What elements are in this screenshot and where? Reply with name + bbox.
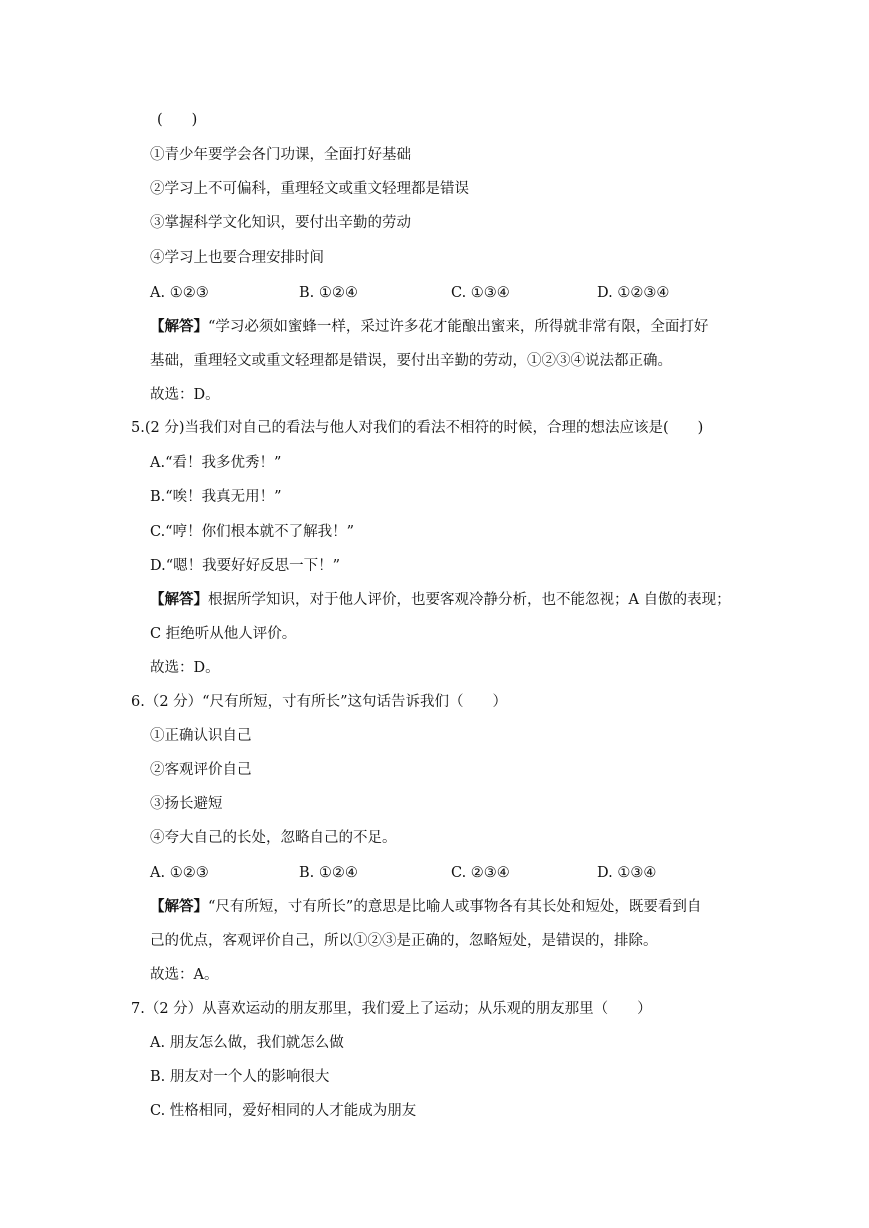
q6-item-2: ②客观评价自己 [150, 762, 252, 778]
q5-answer-label: 【解答】 [150, 591, 208, 608]
q6-option-c: C. ②③④ [451, 865, 510, 881]
q5-option-c: C.“哼！你们根本就不了解我！” [150, 524, 355, 540]
q5-option-b: B.“唉！我真无用！” [150, 489, 282, 505]
q5-option-d: D.“嗯！我要好好反思一下！” [150, 558, 341, 574]
q7-option-a: A. 朋友怎么做，我们就怎么做 [150, 1035, 344, 1051]
q6-answer-text-1: “尺有所短，寸有所长”的意思是比喻人或事物各有其长处和短处，既要看到自 [208, 899, 702, 915]
q6-option-b: B. ①②④ [299, 865, 358, 881]
q4-answer-label: 【解答】 [150, 318, 208, 335]
q6-item-1: ①正确认识自己 [150, 728, 252, 744]
q5-answer-text-1: 根据所学知识，对于他人评价，也要客观冷静分析，也不能忽视；A 自傲的表现； [208, 592, 731, 608]
q6-answer-line-1 [150, 893, 701, 921]
q4-option-c: C. ①③④ [451, 285, 510, 301]
q5-choice: 故选：D。 [150, 660, 220, 676]
q4-option-b: B. ①②④ [299, 285, 358, 301]
q4-option-d: D. ①②③④ [597, 285, 670, 301]
q6-item-3: ③扬长避短 [150, 796, 223, 812]
q4-item-3: ③掌握科学文化知识，要付出辛勤的劳动 [150, 215, 411, 231]
q6-item-4: ④夸大自己的长处，忽略自己的不足。 [150, 830, 397, 846]
q4-option-a: A. ①②③ [150, 285, 209, 301]
q4-stem-tail: ( ) [157, 112, 198, 128]
q5-option-a: A.“看！我多优秀！” [150, 455, 282, 471]
q7-stem: 7.（2 分）从喜欢运动的朋友那里，我们爱上了运动；从乐观的朋友那里（ ） [131, 1001, 652, 1017]
q7-option-c: C. 性格相同，爱好相同的人才能成为朋友 [150, 1103, 417, 1119]
q4-answer-line-2: 基础，重理轻文或重文轻理都是错误，要付出辛勤的劳动，①②③④说法都正确。 [150, 353, 672, 369]
q5-answer-line-1 [150, 586, 731, 614]
q4-answer-text-1: “学习必须如蜜蜂一样，采过许多花才能酿出蜜来，所得就非常有限，全面打好 [208, 319, 709, 335]
q4-item-1: ①青少年要学会各门功课，全面打好基础 [150, 147, 411, 163]
q4-choice: 故选：D。 [150, 387, 220, 403]
q5-answer-line-2: C 拒绝听从他人评价。 [150, 626, 297, 642]
q5-stem: 5.(2 分)当我们对自己的看法与他人对我们的看法不相符的时候，合理的想法应该是( ) [131, 420, 704, 436]
q6-option-d: D. ①③④ [597, 865, 657, 881]
q6-stem: 6.（2 分）“尺有所短，寸有所长”这句话告诉我们（ ） [131, 694, 507, 710]
q4-item-2: ②学习上不可偏科，重理轻文或重文轻理都是错误 [150, 181, 469, 197]
q4-answer-line-1 [150, 313, 708, 341]
q6-answer-line-2: 己的优点，客观评价自己，所以①②③是正确的，忽略短处，是错误的，排除。 [150, 933, 658, 949]
q6-option-a: A. ①②③ [150, 865, 209, 881]
q6-choice: 故选：A。 [150, 967, 219, 983]
q4-item-4: ④学习上也要合理安排时间 [150, 250, 324, 266]
q6-answer-label: 【解答】 [150, 898, 208, 915]
q7-option-b: B. 朋友对一个人的影响很大 [150, 1069, 330, 1085]
